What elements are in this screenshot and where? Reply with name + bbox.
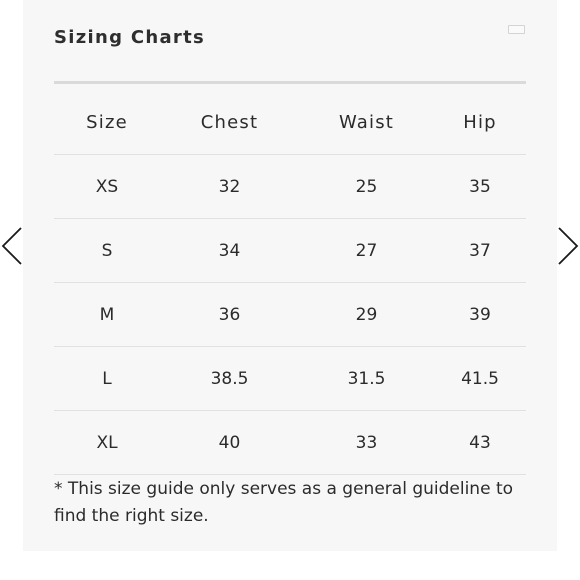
cell-chest: 32 [160, 155, 299, 219]
cell-size: S [54, 219, 160, 283]
cell-hip: 37 [434, 219, 526, 283]
cell-waist: 33 [299, 411, 434, 475]
chevron-right-icon [556, 226, 580, 266]
cell-chest: 40 [160, 411, 299, 475]
table-row [54, 283, 526, 347]
cell-waist: 31.5 [299, 347, 434, 411]
sizing-chart-modal [23, 0, 557, 551]
cell-chest: 36 [160, 283, 299, 347]
header-row [54, 91, 526, 155]
next-button[interactable] [556, 226, 580, 266]
prev-button[interactable] [0, 226, 24, 266]
cell-waist: 27 [299, 219, 434, 283]
chevron-left-icon [0, 226, 24, 266]
cell-size: XL [54, 411, 160, 475]
cell-size: XS [54, 155, 160, 219]
table-body [54, 155, 526, 475]
size-table [54, 91, 526, 475]
table-row [54, 219, 526, 283]
cell-chest: 38.5 [160, 347, 299, 411]
cell-hip: 35 [434, 155, 526, 219]
modal-title: Sizing Charts [54, 27, 206, 48]
cell-hip: 43 [434, 411, 526, 475]
cell-hip: 41.5 [434, 347, 526, 411]
cell-size: L [54, 347, 160, 411]
header-chest: Chest [160, 91, 299, 155]
header-hip: Hip [434, 91, 526, 155]
table-row [54, 411, 526, 475]
cell-size: M [54, 283, 160, 347]
header-waist: Waist [299, 91, 434, 155]
cell-chest: 34 [160, 219, 299, 283]
close-button[interactable] [508, 25, 525, 34]
table-row [54, 347, 526, 411]
header-size: Size [54, 91, 160, 155]
size-guide-note: * This size guide only serves as a general guideline to find the right size. [54, 479, 514, 526]
title-divider [54, 81, 526, 84]
cell-waist: 25 [299, 155, 434, 219]
table-header [54, 91, 526, 155]
cell-hip: 39 [434, 283, 526, 347]
table-row [54, 155, 526, 219]
cell-waist: 29 [299, 283, 434, 347]
